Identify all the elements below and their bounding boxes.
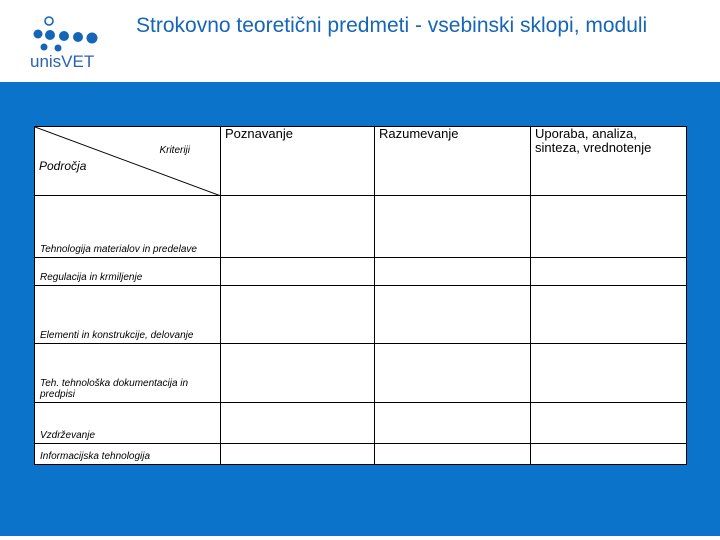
unisvet-logo-icon <box>28 12 108 74</box>
criteria-label: Kriteriji <box>159 145 190 156</box>
column-header-poznavanje: Poznavanje <box>221 127 375 196</box>
table-cell <box>531 196 687 258</box>
row-label-tehnologija-materialov: Tehnologija materialov in predelave <box>35 196 221 258</box>
unisvet-logo <box>28 12 108 74</box>
criteria-table <box>34 126 686 464</box>
table-cell <box>375 286 531 344</box>
row-label-elementi: Elementi in konstrukcije, delovanje <box>35 286 221 344</box>
table-cell <box>375 196 531 258</box>
logo-wordmark: unisVET <box>30 52 95 71</box>
table-cell <box>375 344 531 403</box>
column-header-uporaba: Uporaba, analiza, sinteza, vrednotenje <box>531 127 687 196</box>
table-cell <box>531 286 687 344</box>
row-label-informacijska: Informacijska tehnologija <box>35 444 221 465</box>
table-cell <box>221 344 375 403</box>
table-cell <box>375 444 531 465</box>
table-corner-cell <box>35 127 221 196</box>
table-cell <box>531 344 687 403</box>
table-cell <box>221 444 375 465</box>
table-cell <box>531 444 687 465</box>
table-cell <box>221 196 375 258</box>
table-cell <box>221 258 375 286</box>
page-title: Strokovno teoretični predmeti - vsebinski sklopi, moduli <box>136 14 648 37</box>
row-label-dokumentacija: Teh. tehnološka dokumentacija in predpisi <box>35 344 221 403</box>
table-cell <box>221 286 375 344</box>
bottom-strip <box>0 536 720 540</box>
column-header-razumevanje: Razumevanje <box>375 127 531 196</box>
areas-label: Področja <box>39 159 87 173</box>
table-cell <box>375 403 531 444</box>
row-label-regulacija: Regulacija in krmiljenje <box>35 258 221 286</box>
slide-header <box>0 0 720 82</box>
table-cell <box>221 403 375 444</box>
row-label-vzdrzevanje: Vzdrževanje <box>35 403 221 444</box>
table-cell <box>531 258 687 286</box>
table-cell <box>375 258 531 286</box>
table-cell <box>531 403 687 444</box>
